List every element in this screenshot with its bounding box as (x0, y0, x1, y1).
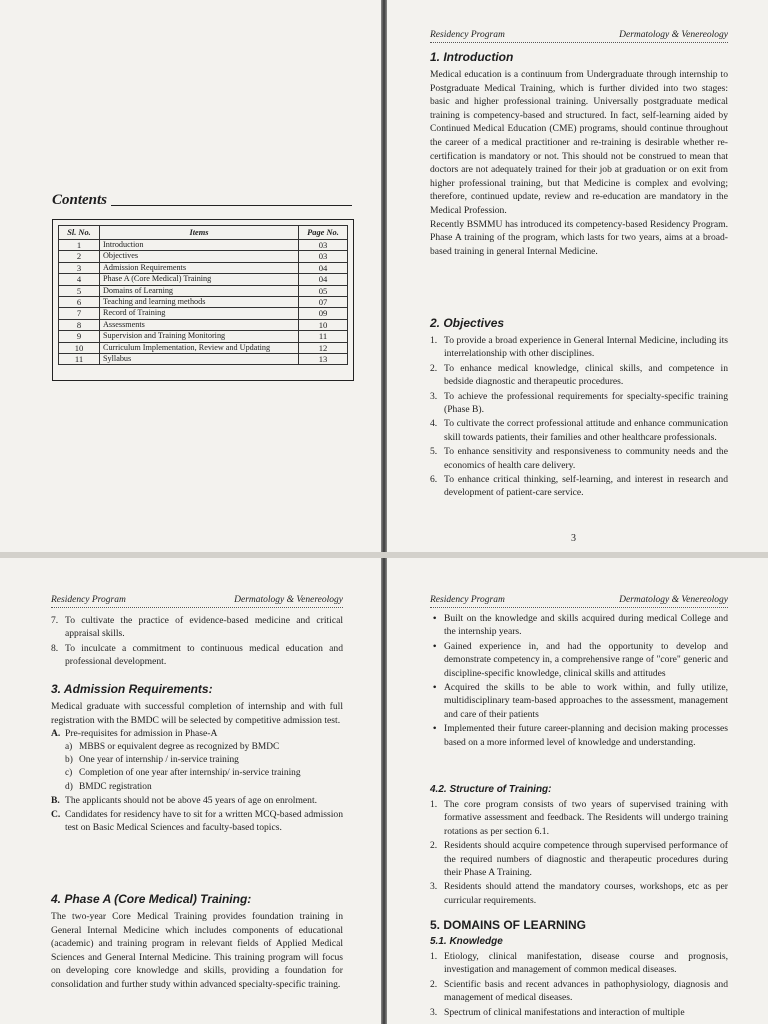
page-5 (387, 558, 768, 1024)
contents-page-no: 04 (299, 274, 348, 285)
list-number: 2. (430, 978, 438, 990)
contents-row (59, 319, 348, 330)
list-text: To inculcate a commitment to continuous medical education and professional development. (65, 642, 343, 668)
list-item (430, 445, 728, 472)
prerequisite-item: a) MBBS or equivalent degree as recognized by BMDC (65, 741, 280, 752)
contents-header-row (59, 226, 348, 240)
list-text: To enhance medical knowledge, clinical skills, and competence in bedside diagnostic and therapeutic procedures. (444, 362, 728, 388)
structure-section (430, 784, 728, 908)
contents-box (52, 219, 354, 381)
list-item (430, 798, 728, 838)
list-item (430, 880, 728, 907)
list-number: 5. (430, 446, 438, 458)
contents-row (59, 297, 348, 308)
contents-page-no: 03 (299, 240, 348, 251)
contents-row (59, 342, 348, 353)
list-item (430, 978, 728, 1005)
phase-a-section (51, 892, 343, 992)
bullet-text: Gained experience in, and had the opportunity to develop and demonstrate competency in, a comprehensive range of "core" generic and discipline-specific knowledge, clinical skills and attitudes (444, 640, 728, 679)
contents-sl-no: 10 (59, 342, 100, 353)
list-number: 7. (51, 615, 59, 626)
list-item (430, 1006, 728, 1019)
contents-sl-no: 7 (59, 308, 100, 319)
structure-list (430, 798, 728, 907)
prerequisite-item: d) BMDC registration (65, 781, 152, 792)
contents-item: Supervision and Training Monitoring (100, 331, 299, 342)
contents-row (59, 285, 348, 296)
bullet-text: Acquired the skills to be able to work within, and fully utilize, multidisciplinary team-based approaches to the assessment, management and care of their patients (444, 682, 728, 720)
objectives-continued (51, 614, 343, 670)
list-item (430, 390, 728, 417)
list-number: 1. (430, 799, 438, 810)
list-number: 2. (430, 840, 438, 852)
list-text: Residents should attend the mandatory courses, workshops, etc as per curricular requirements. (444, 881, 728, 906)
col-header-items: Items (100, 226, 299, 240)
list-item (430, 839, 728, 879)
contents-heading: Contents (52, 192, 352, 209)
contents-row (59, 262, 348, 273)
list-number: 4. (430, 418, 438, 430)
contents-sl-no: 5 (59, 285, 100, 296)
bullet-item (430, 722, 728, 749)
objectives-section (430, 316, 728, 501)
bullet-text: Built on the knowledge and skills acquired during medical College and the internship years. (444, 613, 728, 638)
list-item (430, 950, 728, 977)
contents-page-no: 03 (299, 251, 348, 262)
section-title-domains: 5. DOMAINS OF LEARNING (430, 918, 587, 932)
bullet-item (430, 640, 728, 680)
list-text: Spectrum of clinical manifestations and interaction of multiple (444, 1006, 685, 1018)
contents-item: Assessments (100, 319, 299, 330)
list-number: 3. (430, 881, 438, 893)
contents-row (59, 240, 348, 251)
list-item (430, 473, 728, 500)
list-text: Etiology, clinical manifestation, disease course and prognosis, investigation and management of common medical diseases. (444, 951, 728, 976)
bullet-icon: • (433, 682, 437, 694)
contents-sl-no: 1 (59, 240, 100, 251)
list-item (430, 334, 728, 361)
list-number: 3. (430, 1006, 438, 1018)
list-text: To provide a broad experience in General Internal Medicine, including its interrelationship with other disciplines. (444, 335, 728, 360)
objectives-list (430, 334, 728, 500)
contents-sl-no: 4 (59, 274, 100, 285)
contents-sl-no: 6 (59, 297, 100, 308)
list-text: The core program consists of two years of supervised training with formative assessment and feedback. The Residents will undergo training rotations as per section 6.1. (444, 799, 728, 837)
contents-page-no: 11 (299, 331, 348, 342)
prerequisite-item: b) One year of internship / in-service training (65, 755, 239, 765)
list-item (430, 362, 728, 389)
objectives-list-continued (51, 614, 343, 669)
contents-table (58, 225, 348, 365)
intro-paragraph-2: Recently BSMMU has introduced its competency-based Residency Program. Phase A training of the program, which lasts for two years, aims at a broad-based training in general Internal Medicine. (430, 218, 728, 257)
admission-item-b: B. The applicants should not be above 45 years of age on enrolment. (51, 795, 318, 807)
bullet-icon: • (433, 613, 437, 624)
bullet-icon: • (433, 723, 437, 735)
running-head-left: Residency Program (430, 595, 505, 605)
col-header-sl: Sl. No. (59, 226, 100, 240)
list-text: To cultivate the practice of evidence-based medicine and critical appraisal skills. (65, 615, 343, 640)
contents-page-no: 13 (299, 354, 348, 365)
list-number: 1. (430, 335, 438, 346)
domains-section (430, 918, 728, 1020)
contents-row (59, 354, 348, 365)
list-text: Scientific basis and recent advances in pathophysiology, diagnosis and management of medical diseases. (444, 978, 728, 1004)
subsection-title-knowledge: 5.1. Knowledge (430, 936, 503, 947)
page-3 (387, 0, 768, 552)
section-title-admission: 3. Admission Requirements: (51, 682, 213, 696)
running-head-left: Residency Program (51, 595, 126, 605)
prerequisite-list (51, 741, 343, 795)
list-item (51, 614, 343, 641)
bullet-text: Implemented their future career-planning and decision making processes based on a more informed level of knowledge and understanding. (444, 723, 728, 748)
col-header-page: Page No. (299, 226, 348, 240)
contents-page-no: 04 (299, 262, 348, 273)
bullet-icon: • (433, 640, 437, 652)
contents-sl-no: 8 (59, 319, 100, 330)
running-head (430, 30, 728, 43)
contents-sl-no: 3 (59, 262, 100, 273)
list-number: 6. (430, 474, 438, 486)
admission-item-a: A. Pre-requisites for admission in Phase-A (51, 728, 218, 740)
running-head-right: Dermatology & Venereology (619, 595, 728, 605)
contents-row (59, 274, 348, 285)
contents-item: Domains of Learning (100, 285, 299, 296)
contents-sl-no: 2 (59, 251, 100, 262)
contents-row (59, 331, 348, 342)
contents-item: Syllabus (100, 354, 299, 365)
intro-paragraph-1: Medical education is a continuum from Undergraduate through internship to Postgraduate Medical Training, which is further divided into two stages: basic and higher professional training. Universally postgraduate medical training is competency-based and structured. In fact, self-learning aided by Continued Medical Education (CME) programs, should continue throughout the career of a medical practitioner and re-training is desirable whether re-certification is mandatory or not. This should not be construed to mean that doctors are not adequately trained for their job at graduation or on exit from higher professional training, but that Medicine is complex and evolving; therefore, continued update, review and re-education are mandatory in the Medical Profession. (430, 69, 728, 216)
contents-page-no: 12 (299, 342, 348, 353)
contents-item: Phase A (Core Medical) Training (100, 274, 299, 285)
phase-a-bullets (430, 612, 728, 750)
list-number: 1. (430, 951, 438, 962)
list-text: To achieve the professional requirements for specialty-specific training (Phase B). (444, 390, 728, 416)
section-title-phase-a: 4. Phase A (Core Medical) Training: (51, 892, 252, 906)
contents-item: Objectives (100, 251, 299, 262)
phase-a-paragraph: The two-year Core Medical Training provides foundation training in General Internal Medicine which includes components of educational (academic) and training program in relevant fields of Applied Medical Sciences and General Internal Medicine. This training program will focus on developing core knowledge and skills, providing a foundation for consolidation and further study within advanced specialty-specific training. (51, 911, 343, 990)
running-head (430, 595, 728, 608)
list-number: 3. (430, 390, 438, 402)
contents-page-no: 05 (299, 285, 348, 296)
intro-section (430, 50, 728, 258)
contents-page-no: 09 (299, 308, 348, 319)
list-text: To enhance critical thinking, self-learning, and interest in research and development of patient-care service. (444, 474, 728, 499)
contents-sl-no: 9 (59, 331, 100, 342)
admission-item-c: C. Candidates for residency have to sit for a written MCQ-based admission test on Basic Medical Sciences and faculty-based topics. (51, 808, 343, 834)
page-contents (0, 0, 381, 552)
contents-sl-no: 11 (59, 354, 100, 365)
running-head (51, 595, 343, 608)
contents-item: Admission Requirements (100, 262, 299, 273)
contents-item: Teaching and learning methods (100, 297, 299, 308)
admission-paragraph: Medical graduate with successful completion of internship and with full registration with the BMDC will be selected by competitive admission test. (51, 701, 343, 726)
running-head-right: Dermatology & Venereology (234, 595, 343, 605)
contents-item: Introduction (100, 240, 299, 251)
contents-item: Record of Training (100, 308, 299, 319)
page-4 (0, 558, 381, 1024)
contents-page-no: 07 (299, 297, 348, 308)
outcomes-bullet-list (430, 612, 728, 749)
section-title-introduction: 1. Introduction (430, 50, 514, 64)
bullet-item (430, 612, 728, 639)
prerequisite-item: c) Completion of one year after internship/ in-service training (65, 768, 301, 779)
list-text: Residents should acquire competence through supervised performance of the required numbers of diagnostic and therapeutic procedures during their Phase A Training. (444, 840, 728, 879)
running-head-left: Residency Program (430, 30, 505, 40)
running-head-right: Dermatology & Venereology (619, 30, 728, 40)
knowledge-list (430, 950, 728, 1019)
list-number: 8. (51, 642, 59, 654)
contents-item: Curriculum Implementation, Review and Updating (100, 342, 299, 353)
list-text: To cultivate the correct professional attitude and enhance communication skill towards patients, their families and other healthcare professionals. (444, 418, 728, 443)
contents-row (59, 251, 348, 262)
list-text: To enhance sensitivity and responsiveness to community needs and the economics of health care delivery. (444, 446, 728, 471)
contents-page-no: 10 (299, 319, 348, 330)
subsection-title-structure: 4.2. Structure of Training: (430, 784, 552, 795)
admission-section (51, 682, 343, 834)
list-number: 2. (430, 362, 438, 374)
contents-row (59, 308, 348, 319)
list-item (51, 642, 343, 669)
list-item (430, 417, 728, 444)
bullet-item (430, 681, 728, 721)
section-title-objectives: 2. Objectives (430, 316, 505, 330)
page-number: 3 (571, 533, 576, 544)
